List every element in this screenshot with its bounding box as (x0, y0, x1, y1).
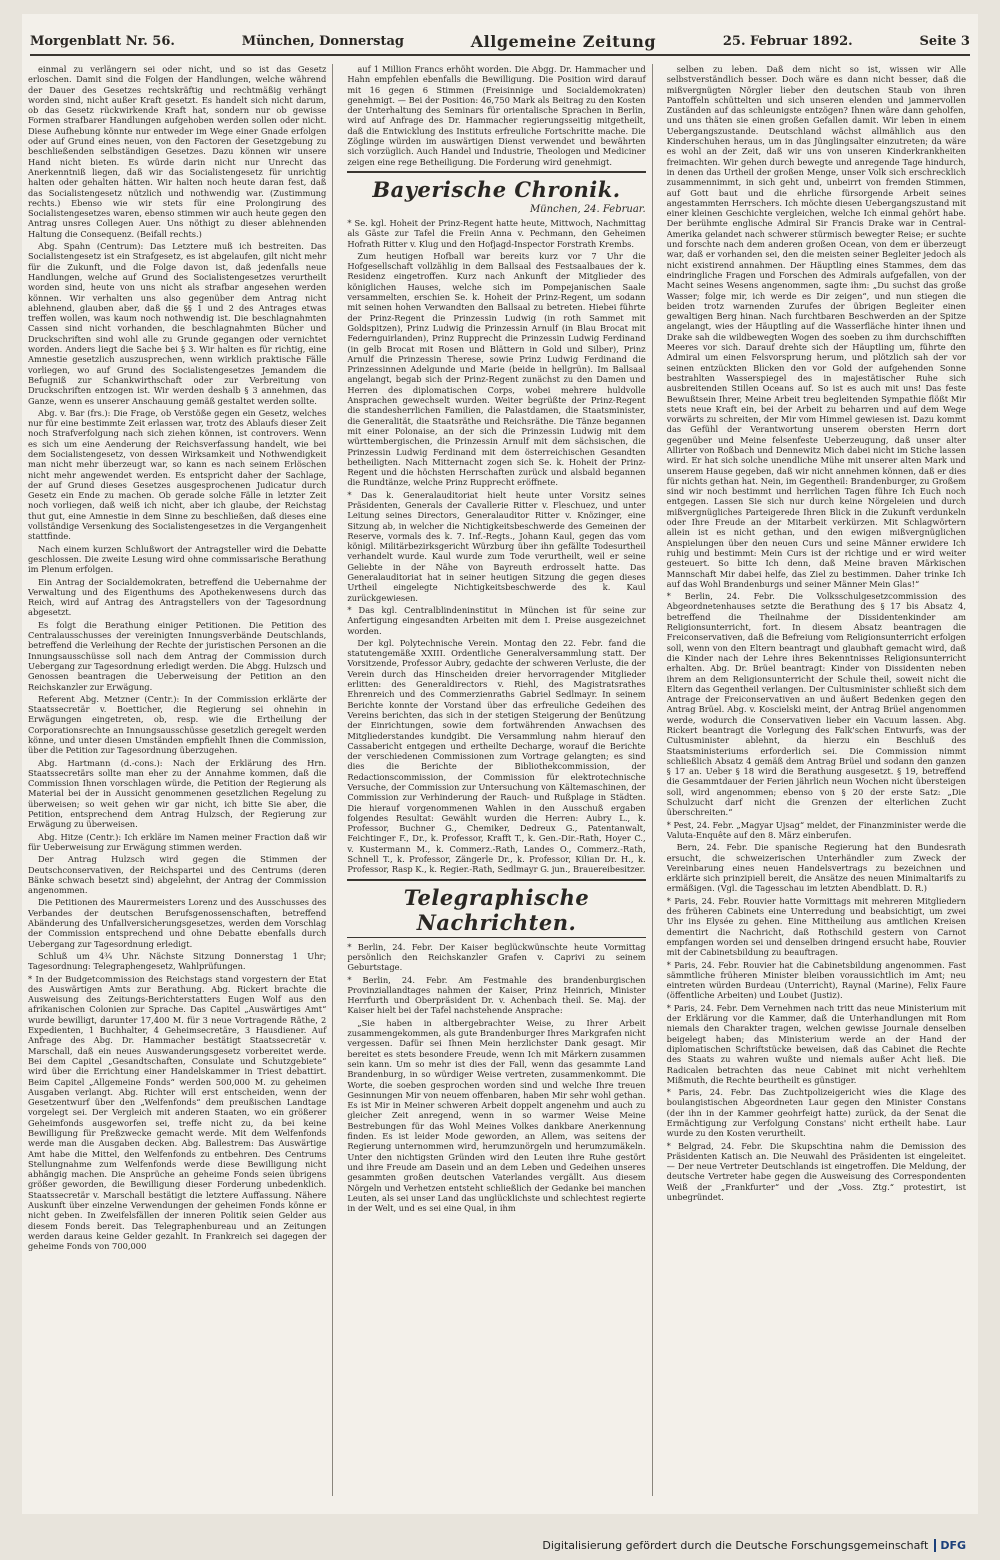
article-paragraph: Zum heutigen Hofball war bereits kurz vor 7 Uhr die Hofgesellschaft vollzählig in dem Ballsaal des Festsaalbaues der k. Residenz eingetroffen. Kurz nach Ankunft der Mitglieder des königlichen Hauses, welche sich im Pompejanischen Saale versammelten, erschien Se. k. Hoheit der Prinz-Regent, um sodann mit seinen hohen Verwandten den Ballsaal zu betreten. Hiebei führte der Prinz-Regent die Prinzessin Ludwig (in roth Sammet mit Goldspitzen), Prinz Ludwig die Prinzessin Arnulf (in Blau Brocat mit Federnguirlanden), Prinz Rupprecht die Prinzessin Ludwig Ferdinand (in gelb Brocat mit Rosen und Blättern in Gold und Silber), Prinz Arnulf die Prinzessin Therese, sowie Prinz Ludwig Ferdinand die Prinzessinnen Adelgunde und Marie (beide in hellgrün). Im Ballsaal angelangt, begab sich der Prinz-Regent zunächst zu den Damen und Herren des diplomatischen Corps, wobei mehrere huldvolle Ansprachen gewechselt wurden. Weiter begrüßte der Prinz-Regent die standesherrlichen Familien, die Palastdamen, die Staatsminister, die Generalität, die Staatsräthe und Reichsräthe. Die Tänze begannen mit einer Polonaise, an der sich die Prinzessin Ludwig mit dem württembergischen, die Prinzessin Arnulf mit dem sächsischen, die Prinzessin Ludwig Ferdinand mit dem österreichischen Gesandten betheiligten. Nach Mitternacht zogen sich Se. k. Hoheit der Prinz-Regent und die höchsten Herrschaften zurück und alsbald begannen die Rundtänze, welche Prinz Rupprecht eröffnete. (347, 250, 646, 488)
article-paragraph: Der kgl. Polytechnische Verein. Montag den 22. Febr. fand die statutengemäße XXIII. Ordentliche Generalversammlung statt. Der Vorsitzende, Professor Aubry, gedachte der schweren Verluste, die der Verein durch das Hinscheiden dreier hervorragender Mitglieder erlitten: des Generaldirectors v. Riehl, des Magistratsrathes Ehrenreich und des Commerzienraths Gabriel Sedlmayr. In seinem Berichte konnte der Vorstand über das erfreuliche Gedeihen des Vereins berichten, das sich in der stetigen Steigerung der Benützung der Einrichtungen, sowie dem fortwährenden Anwachsen des Mitgliederstandes kundgibt. Die Versammlung nahm hierauf den Cassabericht entgegen und ertheilte Decharge, worauf die Berichte der verschiedenen Commissionen zum Vortrage gelangten; es sind dies die Berichte der Bibliothekcommission, der Redactionscommission, der Commission für elektrotechnische Versuche, der Commission zur Untersuchung von Kältemaschinen, der Commission zur Verhinderung der Rauch- und Rußplage in Städten. Die hierauf vorgenommenen Wahlen in den Ausschuß ergaben folgendes Resultat: Gewählt wurden die Herren: Aubry L., k. Professor, Buchner G., Chemiker, Dedreux G., Patentanwalt, Feichtinger F., Dr., k. Professor, Krafft T., k. Gen.-Dir.-Rath, Hoyer C., v. Kustermann M., k. Commerz.-Rath, Landes O., Commerz.-Rath, Schnell T., k. Professor, Zängerle Dr., k. Professor, Kilian Dr. H., k. Professor, Rasp K., k. Regier.-Rath, Sedlmayr G. jun., Brauereibesitzer. (347, 637, 646, 875)
issue-number: Morgenblatt Nr. 56. (30, 33, 175, 49)
article-paragraph: * Pest, 24. Febr. „Magyar Ujsag“ meldet, der Finanzminister werde die Valuta-Enquête auf den 8. März einberufen. (666, 819, 966, 840)
article-paragraph: * Belgrad, 24. Febr. Die Skupschtina nahm die Demission des Präsidenten Katisch an. Die Neuwahl des Präsidenten ist eingeleitet. — Der neue Vertreter Deutschlands ist eingetroffen. Die Meldung, der deutsche Vertreter habe gegen die Ausweisung des Correspondenten Weiß der „Frankfurter“ und der „Voss. Ztg.“ protestirt, ist unbegründet. (666, 1140, 966, 1203)
article-paragraph: Abg. Spahn (Centrum): Das Letztere muß ich bestreiten. Das Socialistengesetz ist ein Strafgesetz, es ist abgelaufen, gilt nicht mehr für die Zukunft, und die Folge davon ist, daß jedenfalls neue Handlungen, welche auf Grund des Socialistengesetzes verurtheilt worden sind, heute von uns nicht als strafbar angesehen werden können. Wir verhalten uns also gegenüber dem Antrag nicht ablehnend, glauben aber, daß die §§ 1 und 2 des Antrages etwas treffen wollen, was kaum noch nothwendig ist. Die beschlagnahmten Cassen sind nicht vorhanden, die beschlagnahmten Bücher und Druckschriften sind wohl alle zu Grunde gegangen oder vernichtet worden. Anders liegt die Sache bei § 3. Wir halten es für richtig, eine Amnestie gesetzlich auszusprechen, wenn wirklich praktische Fälle vorliegen, wo auf Grund des Socialistengesetzes Jemandem die Befugniß zur Schankwirthschaft oder zur Verbreitung von Druckschriften entzogen ist. Wir werden deshalb § 3 annehmen, das Ganze, wenn es unserer Anschauung gemäß gestaltet werden sollte. (28, 241, 327, 406)
article-paragraph: Referent Abg. Metzner (Centr.): In der Commission erklärte der Staatssecretär v. Boetticher, die Regierung sei ohnehin in Erwägungen eingetreten, ob, resp. wie die Ertheilung der Corporationsrechte an Innungsausschüsse gesetzlich geregelt werden könne, und unter diesen Umständen empfiehlt Ihnen die Commission, über die Petition zur Tagesordnung überzugehen. (28, 693, 327, 756)
article-paragraph: * Das kgl. Centralblindeninstitut in München ist für seine zur Anfertigung eingesandten Arbeiten mit dem I. Preise ausgezeichnet worden. (347, 604, 646, 636)
article-paragraph: Es folgt die Berathung einiger Petitionen. Die Petition des Centralausschusses der vereinigten Innungsverbände Deutschlands, betreffend die Verleihung der Rechte der juristischen Personen an die Innungsausschüsse soll nach dem Antrag der Commission durch Uebergang zur Tagesordnung erledigt werden. Die Abgg. Hulzsch und Genossen beantragen die Ueberweisung der Petition an den Reichskanzler zur Erwägung. (28, 619, 327, 692)
article-paragraph: Ein Antrag der Socialdemokraten, betreffend die Uebernahme der Verwaltung und des Eigenthums des Apothekenwesens durch das Reich, wird auf Antrag des Antragstellers von der Tagesordnung abgesetzt. (28, 576, 327, 618)
article-paragraph: Abg. v. Bar (frs.): Die Frage, ob Verstöße gegen ein Gesetz, welches nur für eine bestimmte Zeit erlassen war, trotz des Ablaufs dieser Zeit noch Strafverfolgung nach sich ziehen können, ist controvers. Wenn es sich um eine Aenderung der Reichsverfassung handelt, wie bei dem Socialistengesetz, von dessen Wirksamkeit und Nothwendigkeit man nicht mehr überzeugt war, so kann es nach seinem Erlöschen nicht mehr angewendet werden. Es entspricht daher der Sachlage, der auf Grund dieses Gesetzes ausgesprochenen Judicatur durch Gesetz ein Ende zu machen. Ob gerade solche Fälle in letzter Zeit noch vorliegen, daß weiß ich nicht, aber ich glaube, der Reichstag thut gut, eine Amnestie in dem Sinne zu beschließen, daß dieses eine vollständige Versenkung des Socialistengesetzes in die Vergangenheit stattfinde. (28, 407, 327, 542)
article-paragraph: * Paris, 24. Febr. Rouvier hat die Cabinetsbildung angenommen. Fast sämmtliche früheren Minister bleiben voraussichtlich im Amt; neu eintreten würden Burdeau (Unterricht), Raynal (Marine), Felix Faure (öffentliche Arbeiten) und Loubet (Justiz). (666, 959, 966, 1001)
dfg-logo-icon: DFG (934, 1539, 966, 1552)
place-day: München, Donnerstag (241, 33, 404, 49)
article-paragraph: Der Antrag Hulzsch wird gegen die Stimmen der Deutschconservativen, der Reichspartei und des Centrums (deren Bänke schwach besetzt sind) abgelehnt, der Antrag der Commission angenommen. (28, 854, 327, 896)
article-paragraph: einmal zu verlängern sei oder nicht, und so ist das Gesetz erloschen. Damit sind die Folgen der Handlungen, welche während der Dauer des Gesetzes rechtskräftig und rechtmäßig verhängt worden sind, nicht außer Kraft gesetzt. Es handelt sich nicht darum, ob das Gesetz rückwirkende Kraft hat, sondern nur ob gewisse Formen strafbarer Handlungen aufgehoben werden sollen oder nicht. Diese Aufhebung könnte nur entweder im Wege einer Gnade erfolgen oder auf Grund eines neuen, von den Factoren der Gesetzgebung zu beschließenden selbständigen Gesetzes. Dazu können wir unsere Hand nicht bieten. Es würde darin nicht nur Unrecht das Anerkenntniß liegen, daß wir das Socialistengesetz für unrichtig halten oder gehalten hätten. Wir halten noch heute daran fest, daß das Socialistengesetz nützlich und nothwendig war. (Zustimmung rechts.) Ebenso wie wir stets für eine Prolongirung des Socialistengesetzes waren, ebenso stimmen wir auch heute gegen den Antrag unsres Collegen Auer. Uns nöthigt zu dieser ablehnenden Haltung die Consequenz. (Beifall rechts.) (28, 64, 327, 239)
article-paragraph: Nach einem kurzen Schlußwort der Antragsteller wird die Debatte geschlossen. Die zweite Lesung wird ohne commissarische Berathung im Plenum erfolgen. (28, 543, 327, 575)
section-title-telegraphische-nachrichten: Telegraphische Nachrichten. (403, 884, 590, 935)
section-divider (347, 171, 645, 173)
article-paragraph: * Paris, 24. Febr. Dem Vernehmen nach tritt das neue Ministerium mit der Erklärung vor die Kammer, daß die Unterhandlungen mit Rom niemals den Charakter tragen, welchen gewisse Journale denselben beigelegt haben; das Ministerium werde an der Hand der diplomatischen Schriftstücke beweisen, daß das Cabinet die Rechte des Staats zu wahren wußte und niemals außer Acht ließ. Die Radicalen betrachten das neue Cabinet mit nicht verhehltem Mißmuth, die Rechte beurtheilt es günstiger. (666, 1002, 966, 1085)
dateline: München, 24. Februar. (529, 203, 646, 215)
article-paragraph: Abg. Hitze (Centr.): Ich erkläre im Namen meiner Fraction daß wir für Ueberweisung zur Erwägung stimmen werden. (28, 831, 327, 852)
article-paragraph: * Berlin, 24. Febr. Der Kaiser beglückwünschte heute Vormittag persönlich den Reichskanzler Grafen v. Caprivi zu seinem Geburtstage. (347, 941, 646, 973)
funding-notice: Digitalisierung gefördert durch die Deutsche Forschungsgemeinschaft (542, 1538, 929, 1552)
article-paragraph: selben zu leben. Daß dem nicht so ist, wissen wir Alle selbstverständlich besser. Doch wäre es dann nicht besser, daß die mißvergnügten Nörgler lieber den deutschen Staub von ihren Pantoffeln schüttelten und sich unseren elenden und jammervollen Zuständen auf das schleunigste entzögen? Ihnen wäre dann geholfen, und uns thäten sie einen großen Gefallen damit. Wir leben in einem Uebergangszustande. Deutschland wächst allmählich aus den Kinderschuhen heraus, um in das Jünglingsalter einzutreten; da wäre es wohl an der Zeit, daß wir uns von unseren Kinderkrankheiten freimachten. Wir gehen durch bewegte und anregende Tage hindurch, in denen das Urtheil der großen Menge, unser Volk sich erschrecklich zusammennimmt, in sich geht und, unbeirrt von fremden Stimmen, auf Gott baut und die ehrliche fürsorgende Arbeit seines angestammten Herrschers. Ich möchte diesen Uebergangszustand mit einer kleinen Geschichte vergleichen, welche Ich einmal gehört habe. Der berühmte englische Admiral Sir Francis Drake war in Central-Amerika gelandet nach schwerer stürmisch bewegter Reise; er suchte und forschte nach dem anderen großen Ocean, von dem er überzeugt war, daß er vorhanden sei, den die meisten seiner Begleiter jedoch als nicht existirend annahmen. Der Häuptling eines Stammes, dem das eindringliche Fragen und Forschen des Admirals aufgefallen, von der Macht seines Wesens angenommen, sagte ihm: „Du suchst das große Wasser; folge mir, ich werde es Dir zeigen“, und nun stiegen die beiden trotz warnenden Zurufes der übrigen Begleiter einen gewaltigen Berg hinan. Nach furchtbaren Beschwerden an der Spitze angelangt, wies der Häuptling auf die Wasserfläche hinter ihnen und Drake sah die wildbewegten Wogen des soeben zu ihm durchschifften Meeres vor sich. Darauf drehte sich der Häuptling um, führte den Admiral um einen Felsvorsprung herum, und plötzlich sah der vor seinen entzückten Blicken den vor Gold der aufgehenden Sonne bestrahlten Wasserspiegel des in majestätischer Ruhe sich ausbreitenden Stillen Oceans auf. So ist es auch mit uns! Das feste Bewußtsein Ihrer, Meine Arbeit treu begleitenden Sympathie flößt Mir stets neue Kraft ein, bei der Arbeit zu beharren und auf dem Wege vorwärts zu schreiten, der Mir vom Himmel gewiesen ist. Dazu kommt das Gefühl der Verantwortung unserem obersten Herrn dort gegenüber und Meine felsenfeste Ueberzeugung, daß unser alter Allirter von Roßbach und Dennewitz Mich dabei nicht im Stiche lassen wird. Er hat sich solche unendliche Mühe mit unserer alten Mark und unserem Hause gegeben, daß wir nicht annehmen können, daß er dies für nichts gethan hat. Nein, im Gegentheil: Brandenburger, zu Großem sind wir noch bestimmt und herrlichen Tagen führe Ich Euch noch entgegen. Lassen Sie sich nur durch keine Nörgeleien und durch mißvergnügliches Parteigerede Ihren Blick in die Zukunft verdunkeln oder Ihre Freude an der Mitarbeit verkürzen. Mit Schlagwörtern allein ist es nicht gethan, und den ewigen mißvergnüglichen Anspielungen über den neuen Curs und seine Männer erwidere Ich ruhig und bestimmt: Mein Curs ist der richtige und er wird weiter gesteuert. So bitte Ich denn, daß Meine braven Märkischen Mannschaft Mir dabei helfe, das Ziel zu bestimmen. Daher trinke Ich auf das Wohl Brandenburgs und seiner Männer Mein Glas!“ (666, 64, 966, 589)
article-paragraph: Abg. Hartmann (d.-cons.): Nach der Erklärung des Hrn. Staatssecretärs sollte man eher zu der Annahme kommen, daß die Commission Ihnen vorschlagen würde, die Petition der Regierung als Material bei der in Aussicht genommenen gesetzlichen Regelung zu überweisen; so weit gehen wir gar nicht, ich bitte Sie aber, die Petition, entsprechend dem Antrag Hulzsch, der Regierung zur Erwägung zu überweisen. (28, 757, 327, 830)
article-paragraph: auf 1 Million Francs erhöht worden. Die Abgg. Dr. Hammacher und Hahn empfehlen ebenfalls die Bewilligung. Die Position wird darauf mit 16 gegen 6 Stimmen (Freisinnige und Socialdemokraten) genehmigt. — Bei der Position: 46,750 Mark als Beitrag zu den Kosten der Unterhaltung des Seminars für orientalische Sprachen in Berlin, wird auf Anfrage des Dr. Hammacher regierungsseitig mitgetheilt, daß die Entwicklung des Instituts erfreuliche Fortschritte mache. Die Zöglinge würden im auswärtigen Dienst verwendet und bewährten sich vorzüglich. Auch Handel und Industrie, Theologen und Mediciner zeigen eine rege Betheiligung. Die Forderung wird genehmigt. (347, 64, 646, 167)
digitization-footer (0, 1530, 1000, 1560)
column-3 (667, 64, 972, 1496)
article-paragraph: Schluß um 4¾ Uhr. Nächste Sitzung Donnerstag 1 Uhr; Tagesordnung: Telegraphengesetz, Wahlprüfungen. (28, 950, 327, 972)
article-paragraph: * Das k. Generalauditoriat hielt heute unter Vorsitz seines Präsidenten, Generals der Cavallerie Ritter v. Fleschuez, und unter Leitung seines Directors, Generalauditor Ritter v. Knözinger, eine Sitzung ab, in welcher die Nichtigkeitsbeschwerde des Gemeinen der Reserve, vormals des k. 7. Inf.-Regts., Johann Kaul, gegen das vom königl. Militärbezirksgericht Würzburg über ihn gefällte Todesurtheil verhandelt wurde. Kaul wurde zum Tode verurtheilt, weil er seine Geliebte in der Nähe von Bayreuth erdrosselt hatte. Das Generalauditoriat hat in seiner heutigen Sitzung die gegen dieses Urtheil eingelegte Nichtigkeitsbeschwerde des k. Kaul zurückgewiesen. (347, 489, 646, 603)
article-paragraph: Bern, 24. Febr. Die spanische Regierung hat den Bundesrath ersucht, die schweizerischen Unterhändler zum Zweck der Vereinbarung eines neuen Handelsvertrags zu bezeichnen und erklärte sich prinzipiell bereit, die Ansätze des neuen Minimaltarifs zu ermäßigen. (Vgl. die Tagesschau im letzten Abendblatt. D. R.) (666, 842, 966, 894)
article-paragraph: * Berlin, 24. Febr. Die Volksschulgesetzcommission des Abgeordnetenhauses setzte die Berathung des § 17 bis Absatz 4, betreffend die Theilnahme der Dissidentenkinder am Religionsunterricht, fort. In diesem Absatz beantragen die Freiconservativen, daß die Befreiung vom Religionsunterricht erfolgen soll, wenn von den Eltern beantragt und glaubhaft gemacht wird, daß die Kinder nach der Lehre ihres Bekenntnisses Religionsunterricht erhalten. Abg. Dr. Brüel beantragt: Kinder von Dissidenten neben ihrem an dem Religionsunterricht der Schule theil, soweit nicht die Eltern das Gegentheil verlangen. Der Cultusminister schließt sich dem Antrage der Freiconservativen an und äußert Bedenken gegen den Antrag Brüel. Abg. v. Koscielski meint, der Antrag Brüel angenommen werde, wodurch die Conservativen lieber ein Vacuum lassen. Abg. Rickert beantragt die Vorlegung des Falk'schen Entwurfs, was der Cultusminister ablehnt, da hierzu ein Beschluß des Staatsministeriums erforderlich sei. Die Commission nimmt schließlich Absatz 4 gemäß dem Antrag Brüel und sodann den ganzen § 17 an. Ueber § 18 wird die Berathung ausgesetzt. § 19, betreffend die Gesammtdauer der Ferien jährlich neun Wochen nicht übersteigen soll, wird angenommen; ebenso von § 20 der erste Satz: „Die Schulzucht darf nicht die Grenzen der elterlichen Zucht überschreiten.“ (666, 591, 966, 818)
article-paragraph: * Paris, 24. Febr. Das Zuchtpolizeigericht wies die Klage des boulangistischen Abgeordneten Laur gegen den Minister Constans (der ihn in der Kammer geohrfeigt hatte) zurück, da der Senat die Ermächtigung zur Verfolgung Constans' nicht ertheilt habe. Laur wurde zu den Kosten verurtheilt. (666, 1087, 966, 1139)
article-paragraph: * In der Budgetcommission des Reichstags stand vorgestern der Etat des Auswärtigen Amts zur Berathung. Abg. Rickert brachte die Ausweisung des Zeitungs-Berichterstatters Eugen Wolf aus den afrikanischen Colonien zur Sprache. Das Capitel „Auswärtiges Amt“ wurde bewilligt, darunter 17,400 M. für 3 neue Vortragende Räthe, 2 Expedienten, 1 Buchhalter, 4 Geheimsecretäre, 3 Hausdiener. Auf Anfrage des Abg. Dr. Hammacher bestätigt Staatssecretär v. Marschall, daß ein neues Auswanderungsgesetz vorbereitet werde. Bei dem Capitel „Gesandtschaften, Consulate und Schutzgebiete“ wird über die Errichtung einer Handelskammer in Triest debattirt. Beim Capitel „Allgemeine Fonds“ werden 500,000 M. zu geheimen Ausgaben verlangt. Abg. Richter will erst entscheiden, wenn der Gesetzentwurf über den „Welfenfonds“ dem preußischen Landtage vorgelegt sei. Der Vergleich mit anderen Staaten, wo ein größerer Geheimfonds ausgeworfen sei, treffe nicht zu, da bei keine Bewilligung für Preßzwecke gemacht werde. Mit dem Welfenfonds werde man die Ausgaben decken. Abg. Ballestrem: Das Auswärtige Amt habe die Mittel, den Welfenfonds zu entbehren. Des Centrums Stellungnahme zum Welfenfonds werde diese Bewilligung nicht abhängig machen. Die Ansprüche an geheime Fonds seien übrigens größer geworden, die Bewilligung dieser Forderung unbedenklich. Staatssecretär v. Marschall bestätigt die letztere Auffassung. Nähere Auskunft über einzelne Verwendungen der geheimen Fonds könne er nicht geben. In Zweifelsfällen der inneren Politik seien Gelder aus diesem Fonds bereit. Das Telegraphenbureau und an Zeitungen werden daraus keine Gelder gezahlt. In Frankreich sei dagegen der geheime Fonds von 700,000 (28, 973, 327, 1252)
masthead (30, 28, 970, 56)
page-number: Seite 3 (919, 33, 970, 49)
issue-date: 25. Februar 1892. (722, 33, 853, 49)
columns (28, 64, 972, 1496)
newspaper-title: Allgemeine Zeitung (470, 31, 657, 51)
column-1 (28, 64, 333, 1496)
article-paragraph: * Paris, 24. Febr. Rouvier hatte Vormittags mit mehreren Mitgliedern des früheren Cabinets eine Unterredung und beabsichtigt, um zwei Uhr ins Elysée zu gehen. Eine Mittheilung aus amtlichen Kreisen dementirt die Nachricht, daß Rothschild gestern von Carnot empfangen worden sei und denselben dringend ersucht habe, Rouvier mit der Cabinetsbildung zu beauftragen. (666, 895, 966, 958)
section-divider (347, 937, 645, 938)
article-paragraph: * Se. kgl. Hoheit der Prinz-Regent hatte heute, Mittwoch, Nachmittag als Gäste zur Tafel die Freiin Anna v. Pechmann, den Geheimen Hofrath Ritter v. Klug und den Hofjagd-Inspector Forstrath Krembs. (347, 217, 646, 249)
section-title-bayerische-chronik: Bayerische Chronik. (372, 176, 621, 202)
newspaper-page (22, 14, 978, 1514)
article-paragraph: Die Petitionen des Maurermeisters Lorenz und des Ausschusses des Verbandes der deutschen Berufsgenossenschaften, betreffend Abänderung des Unfallversicherungsgesetzes, werden dem Vorschlag der Commission entsprechend und ohne Debatte ebenfalls durch Uebergang zur Tagesordnung erledigt. (28, 897, 327, 949)
article-paragraph: „Sie haben in altbergebrachter Weise, zu Ihrer Arbeit zusammengekommen, als gute Brandenburger Ihres Markgrafen nicht vergessen. Dafür sei Ihnen Mein herzlichster Dank gesagt. Mir bereitet es stets besondere Freude, wenn Ich mit Märkern zusammen sein kann. Um so mehr ist dies der Fall, wenn das gesammte Land Brandenburg, in so würdiger Weise vertreten, zusammenkommt. Die Worte, die soeben gesprochen worden sind und welche Ihre treuen Gesinnungen Mir von neuem offenbaren, haben Mir sehr wohl gethan. Es ist Mir in Meiner schweren Arbeit doppelt angenehm und auch zu gleicher Zeit anregend, wenn in so warmer Weise Meine Bestrebungen für das Wohl Meines Volkes dankbare Anerkennung finden. Es ist leider Mode geworden, an Allem, was seitens der Regierung unternommen wird, herumzunörgeln und herumzumäkeln. Unter den nichtigsten Gründen wird den Leuten ihre Ruhe gestört und ihre Freude am Dasein und an dem Leben und Gedeihen unseres gesammten großen deutschen Vaterlandes vergällt. Aus diesem Nörgeln und Verhetzen entsteht schließlich der Gedanke bei manchen Leuten, als sei unser Land das unglücklichste und schlechtest regierte in der Welt, und es sei eine Qual, in ihm (347, 1017, 646, 1214)
article-paragraph: * Berlin, 24. Febr. Am Festmahle des brandenburgischen Provinziallandtages nahmen der Kaiser, Prinz Heinrich, Minister Herrfurth und Oberpräsident Dr. v. Achenbach theil. Se. Maj. der Kaiser hielt bei der Tafel nachstehende Ansprache: (347, 974, 646, 1016)
column-2 (347, 64, 652, 1496)
section-divider (347, 879, 645, 881)
